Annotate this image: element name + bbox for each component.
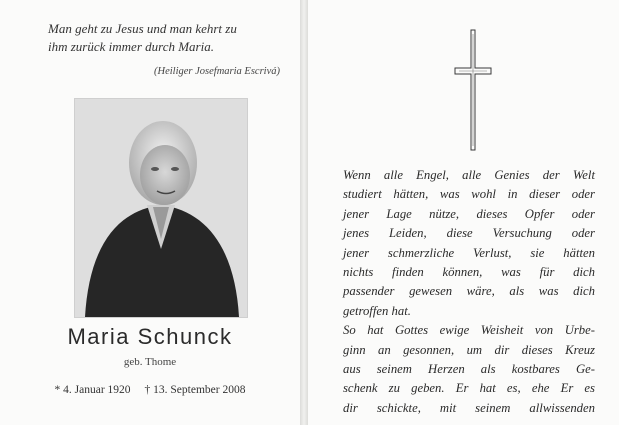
poem-line: jener schmerzliche Verlust, sie hätten [343, 245, 595, 260]
quote-line: ihm zurück immer durch Maria. [48, 39, 214, 54]
cross-icon [453, 28, 493, 152]
quote-line: Man geht zu Jesus und man kehrt zu [48, 21, 237, 36]
quote-text [48, 20, 288, 56]
poem-line: getroffen hat. [343, 303, 411, 318]
birth-name: geb. Thome [123, 356, 177, 368]
poem-line: jenes Leiden, diese Versuchung oder [343, 226, 595, 241]
death-date: † 13. September 2008 [144, 384, 246, 396]
poem-line: passender gewesen wäre, als was dich [343, 284, 595, 299]
left-card-page [0, 0, 300, 425]
poem-line: schenk zu geben. Er hat es, ehe Er es [343, 381, 595, 396]
poem-line: nichts finden können, was für dich [343, 265, 595, 280]
life-dates [0, 384, 300, 396]
poem-line: ginn an gesonnen, um dir dieses Kreuz [343, 342, 595, 357]
poem-line: dir schickte, mit seinem allwissenden [343, 400, 595, 415]
deceased-name: Maria Schunck [67, 324, 233, 349]
poem-line: aus seinem Herzen als kostbares Ge- [343, 362, 595, 377]
poem-line: So hat Gottes ewige Weisheit von Urbe- [343, 323, 595, 338]
poem-text [343, 166, 595, 418]
poem-line: jener Lage nütze, dieses Opfer oder [343, 206, 595, 221]
quote-source: (Heiliger Josefmaria Escrivá) [154, 66, 280, 77]
poem-line: Wenn alle Engel, alle Genies der Welt [343, 168, 595, 182]
portrait-photo [74, 98, 248, 318]
birth-date: * 4. Januar 1920 [54, 384, 131, 396]
poem-line: studiert hätten, was wohl in dieser oder [343, 187, 595, 202]
card-fold [300, 0, 308, 425]
